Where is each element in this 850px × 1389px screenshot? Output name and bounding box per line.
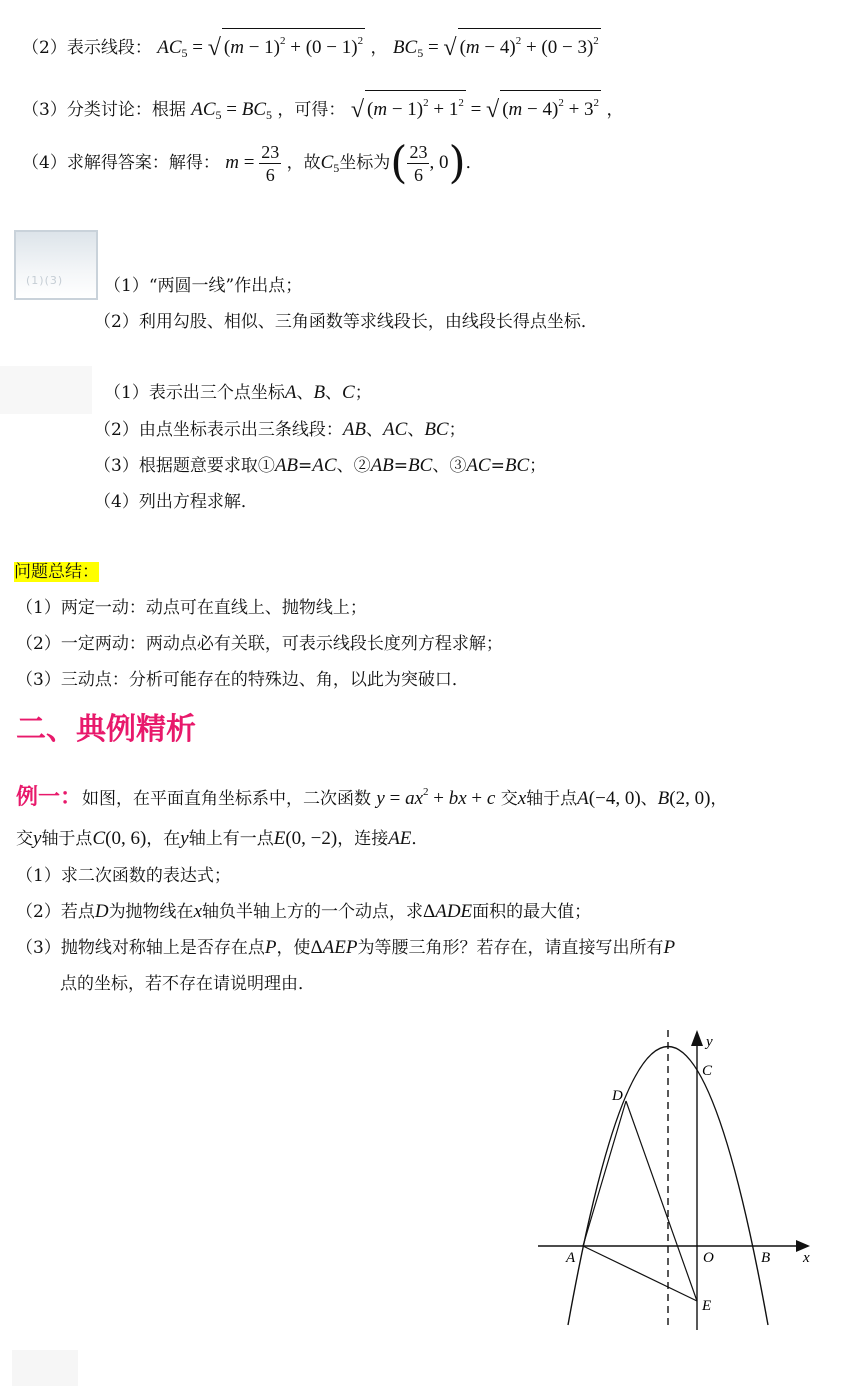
label-a: A xyxy=(566,1250,576,1266)
example-line2: 交y轴于点C(0, 6)，在y轴上有一点E(0, −2)，连接AE． xyxy=(16,828,429,849)
step-3-line: （3）分类讨论：根据 $AC_5 = BC_5$ ，可得： √ $(m - 1)^2 + 1^2$ = √ $(m - 4)^2 + 3^2$ ， xyxy=(22,90,623,127)
method-icon-text: (1)(3) xyxy=(26,274,64,287)
method2-line1: （1）表示出三个点坐标A、B、C； xyxy=(104,382,372,403)
step-3-mid: ，可得： xyxy=(277,100,346,120)
question-2: （2）若点D为抛物线在x轴负半轴上方的一个动点，求ΔADE面积的最大值； xyxy=(16,901,592,922)
summary-item1: （1）两定一动：动点可在直线上、抛物线上； xyxy=(16,598,367,618)
label-x: x xyxy=(803,1250,810,1266)
faint-decoration-bottom xyxy=(12,1350,78,1386)
m-solution: m = $\frac{23}{6}$ xyxy=(225,142,280,186)
label-y: y xyxy=(706,1034,713,1050)
step-4-label: （4）求解得答案：解得： xyxy=(22,153,220,173)
example-line1: 例一：如图，在平面直角坐标系中，二次函数 $y = ax^2$ + bx + c 交x轴于点A(−4, 0)、B(2, 0)， xyxy=(16,785,728,810)
section-title: 二、典例精析 xyxy=(16,712,196,747)
bc5-formula: $BC_5$ = √ $(m - 4)^2 + (0 - 3)^2$ xyxy=(393,37,601,58)
c5-coordinate: ( $\frac{23}{6}$ , 0) xyxy=(390,137,466,189)
y-axis-arrow xyxy=(691,1030,703,1046)
step-4-line: （4）求解得答案：解得： m = $\frac{23}{6}$ ，故$C_5$坐标为( $\frac{23}{6}$ , 0)． xyxy=(22,137,483,189)
step-2-line: （2）表示线段： $AC_5$ = √ $(m - 1)^2 + (0 - 1)^2$ ， $BC_5$ = √ $(m - 4)^2 + (0 - 3)^2$ xyxy=(22,28,601,65)
segment-ad xyxy=(583,1101,626,1246)
parabola-figure xyxy=(530,1020,820,1340)
label-e: E xyxy=(702,1298,712,1314)
label-d: D xyxy=(612,1088,623,1104)
ac5-formula: $AC_5$ = √ $(m - 1)^2 + (0 - 1)^2$ xyxy=(157,37,365,58)
step-4-coord: 坐标为 xyxy=(339,153,391,173)
method-icon xyxy=(14,230,98,300)
summary-title: 问题总结： xyxy=(14,562,99,582)
step-3-equation: √ $(m - 1)^2 + 1^2$ = √ $(m - 4)^2 + 3^2$ xyxy=(351,99,601,120)
method2-line4: （4）列出方程求解． xyxy=(94,492,258,512)
method2-line2: （2）由点坐标表示出三条线段：AB、AC、BC； xyxy=(94,419,466,440)
summary-item3: （3）三动点：分析可能存在的特殊边、角，以此为突破口． xyxy=(16,670,469,690)
question-3-cont: 点的坐标，若不存在请说明理由． xyxy=(60,974,315,994)
label-b: B xyxy=(761,1250,771,1266)
step-2-label: （2）表示线段： xyxy=(22,38,152,58)
summary-item2: （2）一定两动：两动点必有关联，可表示线段长度列方程求解； xyxy=(16,634,503,654)
ac5-eq-bc5: $AC_5 = BC_5$ xyxy=(191,99,273,122)
segment-de xyxy=(626,1101,697,1301)
question-3: （3）抛物线对称轴上是否存在点P，使ΔAEP为等腰三角形？若存在，请直接写出所有P xyxy=(16,937,676,958)
question-1: （1）求二次函数的表达式； xyxy=(16,866,231,886)
label-o: O xyxy=(703,1250,714,1266)
method1-line1: （1）“两圆一线”作出点； xyxy=(104,276,303,296)
method2-line3: （3）根据题意要求取①AB=AC、②AB=BC、③AC=BC； xyxy=(94,455,547,476)
faint-decoration xyxy=(0,366,92,414)
step-4-mid: ，故 xyxy=(286,153,321,173)
example-label: 例一： xyxy=(16,785,83,810)
step-3-label: （3）分类讨论：根据 xyxy=(22,100,186,120)
label-c: C xyxy=(702,1063,713,1079)
method1-line2: （2）利用勾股、相似、三角函数等求线段长，由线段长得点坐标． xyxy=(94,312,598,332)
